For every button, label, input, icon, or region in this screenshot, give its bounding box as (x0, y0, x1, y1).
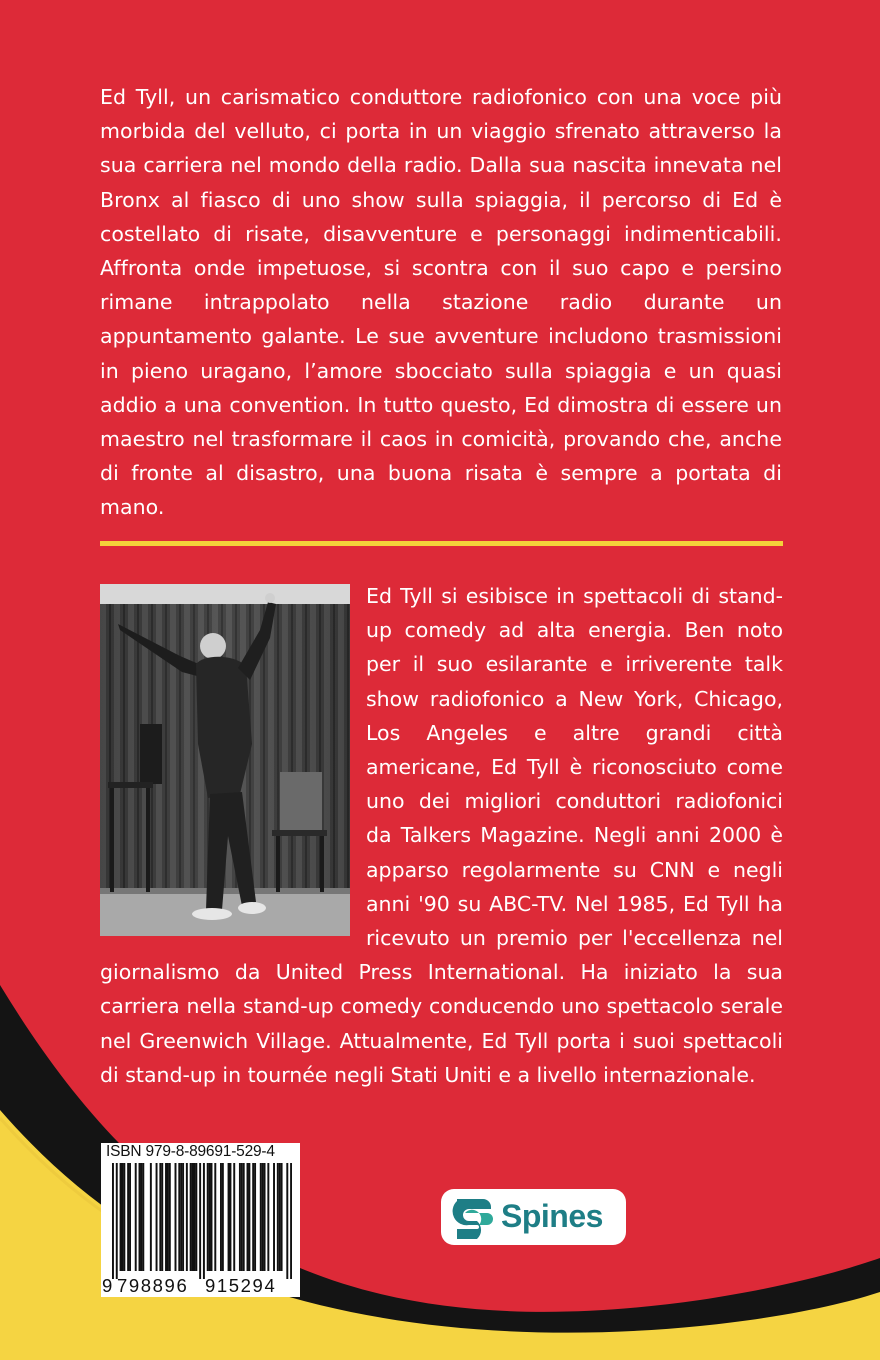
barcode-bar (207, 1163, 209, 1271)
barcode-bar (248, 1163, 250, 1271)
barcode-bar (264, 1163, 266, 1271)
barcode-bar (156, 1163, 158, 1271)
barcode-bars (112, 1163, 292, 1279)
barcode-bar (127, 1163, 129, 1271)
barcode-bar (167, 1163, 169, 1271)
barcode-bar (186, 1163, 188, 1271)
barcode-bar (193, 1163, 195, 1271)
barcode-bar (290, 1163, 292, 1279)
barcode-bar (169, 1163, 171, 1271)
barcode-bar (192, 1163, 194, 1271)
barcode-bar (195, 1163, 197, 1271)
barcode-bar (190, 1163, 192, 1271)
barcode-bar (178, 1163, 180, 1271)
publisher-logo (441, 1189, 626, 1245)
barcode-bar (220, 1163, 222, 1271)
spines-logo-icon (451, 1195, 495, 1239)
barcode-bar (241, 1163, 243, 1271)
book-blurb: Ed Tyll, un carismatico conduttore radiofonico con una voce più morbida del velluto, ci porta in un viaggio sfrenato attraverso la sua carriera nel mondo della radio. Dalla sua nascita innevata nel Bronx al fiasco di uno show sulla spiaggia, il percorso di Ed è costellato di risate, disavventure e personaggi indimenticabili. Affronta onde impetuose, si scontra con il suo capo e persino rimane intrappolato nella stazione radio durante un appuntamento galante. Le sue avventure includono trasmissioni in pieno uragano, l’amore sbocciato sulla spiaggia e un quasi addio a una convention. In tutto questo, Ed dimostra di essere un maestro nel trasformare il caos in comicità, provando che, anche di fronte al disastro, una buona risata è sempre a portata di mano. (100, 85, 782, 520)
barcode-bar (267, 1163, 269, 1271)
barcode-bar (254, 1163, 256, 1271)
publisher-name: Spines (501, 1198, 603, 1234)
barcode-bar (120, 1163, 122, 1271)
barcode-bar (281, 1163, 283, 1271)
barcode-bar (165, 1163, 167, 1271)
barcode-bar (129, 1163, 131, 1271)
author-bio-text: Ed Tyll si esibisce in spettacoli di stand-up comedy ad alta energia. Ben noto per il suo esilarante e irriverente talk show radiofonico a New York, Chicago, Los Angeles e altre grandi città americane, Ed Tyll è riconosciuto come uno dei migliori conduttori radiofonici da Talkers Magazine. Negli anni 2000 è apparso regolarmente su CNN e negli anni '90 su ABC-TV. Nel 1985, Ed Tyll ha ricevuto un premio per l'eccellenza nel giornalismo da United Press International. Ha iniziato la sua carriera nella stand-up comedy conducendo uno spettacolo serale nel Greenwich Village. Attualmente, Ed Tyll porta i suoi spettacoli di stand-up in tournée negli Stati Uniti e a livello internazionale. (100, 584, 783, 1087)
barcode-bar (116, 1163, 118, 1279)
yellow-divider (100, 541, 783, 546)
barcode-bar (286, 1163, 288, 1279)
barcode-bar (279, 1163, 281, 1271)
isbn-barcode (101, 1143, 300, 1297)
barcode-bar (159, 1163, 161, 1271)
barcode-bar (203, 1163, 205, 1279)
barcode-bar (222, 1163, 224, 1271)
barcode-bar (140, 1163, 142, 1271)
barcode-bar (260, 1163, 262, 1271)
ean-right-group: 915294 (205, 1275, 277, 1296)
barcode-bar (233, 1163, 235, 1271)
barcode-bar (209, 1163, 211, 1271)
barcode-bar (239, 1163, 241, 1271)
ean-left-group: 798896 (117, 1275, 189, 1296)
barcode-bar (139, 1163, 141, 1271)
barcode-bar (142, 1163, 144, 1271)
ean-first-digit: 9 (102, 1275, 114, 1296)
barcode-bar (273, 1163, 275, 1271)
barcode-bar (262, 1163, 264, 1271)
barcode-bar (180, 1163, 182, 1271)
barcode-bar (175, 1163, 177, 1271)
barcode-bar (121, 1163, 123, 1271)
barcode-bar (150, 1163, 152, 1271)
barcode-bar (277, 1163, 279, 1271)
barcode-bar (243, 1163, 245, 1271)
barcode-bar (161, 1163, 163, 1271)
barcode-bar (214, 1163, 216, 1271)
barcode-bar (135, 1163, 137, 1271)
barcode-bar (229, 1163, 231, 1271)
barcode-bar (252, 1163, 254, 1271)
barcode-bar (228, 1163, 230, 1271)
barcode-bar (123, 1163, 125, 1271)
isbn-label: ISBN 979-8-89691-529-4 (106, 1143, 275, 1160)
barcode-bar (182, 1163, 184, 1271)
barcode-bar (199, 1163, 201, 1279)
author-photo (100, 584, 350, 936)
barcode-bar (247, 1163, 249, 1271)
barcode-bar (211, 1163, 213, 1271)
barcode-bar (112, 1163, 114, 1279)
